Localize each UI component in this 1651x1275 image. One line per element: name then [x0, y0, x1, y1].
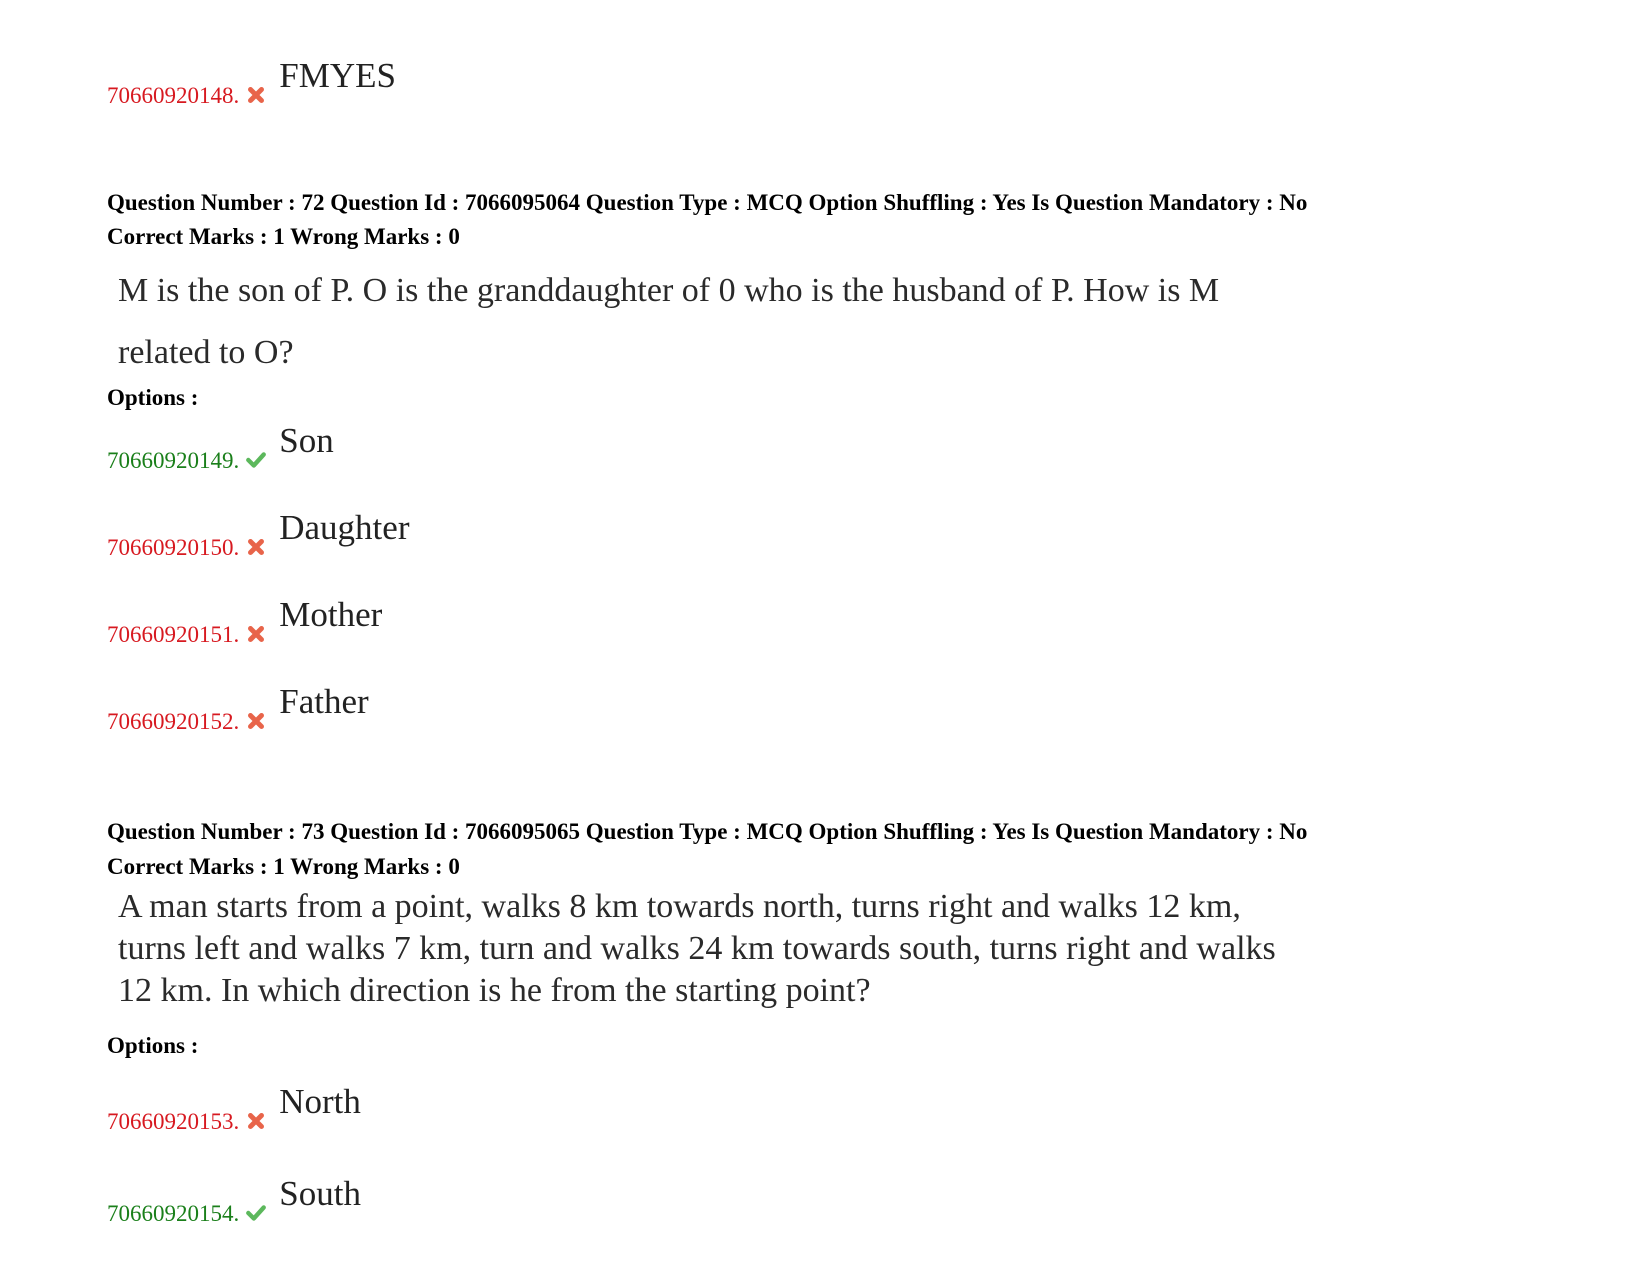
option-id: 70660920152.: [107, 709, 240, 734]
option-row: [107, 56, 396, 108]
options-label: Options :: [107, 1033, 199, 1058]
question-header: Question Number : 73 Question Id : 7066095065 Question Type : MCQ Option Shuffling : Yes Is Question Mandatory : No: [107, 819, 1308, 844]
cross-icon: [245, 710, 267, 732]
option-text: South: [279, 1174, 361, 1213]
option-text: North: [279, 1082, 361, 1121]
check-icon: [245, 1202, 267, 1224]
option-row: [107, 1174, 361, 1226]
option-id: 70660920148.: [107, 83, 240, 108]
option-text: Father: [279, 682, 369, 721]
question-marks: Correct Marks : 1 Wrong Marks : 0: [107, 224, 460, 249]
cross-icon: [245, 536, 267, 558]
options-label: Options :: [107, 385, 199, 410]
question-marks: Correct Marks : 1 Wrong Marks : 0: [107, 854, 460, 879]
option-id: 70660920149.: [107, 448, 240, 473]
option-row: [107, 1082, 361, 1134]
question-text-line: A man starts from a point, walks 8 km towards north, turns right and walks 12 km,: [118, 888, 1241, 925]
question-text-line: related to O?: [118, 334, 294, 371]
question-text-line: M is the son of P. O is the granddaughter of 0 who is the husband of P. How is M: [118, 272, 1220, 309]
cross-icon: [245, 1110, 267, 1132]
option-text: FMYES: [279, 56, 396, 95]
option-text: Mother: [279, 595, 383, 634]
cross-icon: [245, 623, 267, 645]
option-id: 70660920150.: [107, 535, 240, 560]
question-header: Question Number : 72 Question Id : 7066095064 Question Type : MCQ Option Shuffling : Yes Is Question Mandatory : No: [107, 190, 1308, 215]
option-text: Daughter: [279, 508, 410, 547]
option-id: 70660920154.: [107, 1201, 240, 1226]
question-text-line: 12 km. In which direction is he from the starting point?: [118, 972, 871, 1009]
option-row: [107, 421, 334, 473]
option-row: [107, 682, 369, 734]
option-row: [107, 508, 410, 560]
option-id: 70660920151.: [107, 622, 240, 647]
question-text-line: turns left and walks 7 km, turn and walks 24 km towards south, turns right and walks: [118, 930, 1276, 967]
option-row: [107, 595, 383, 647]
option-id: 70660920153.: [107, 1109, 240, 1134]
check-icon: [245, 449, 267, 471]
cross-icon: [245, 84, 267, 106]
option-text: Son: [279, 421, 334, 460]
